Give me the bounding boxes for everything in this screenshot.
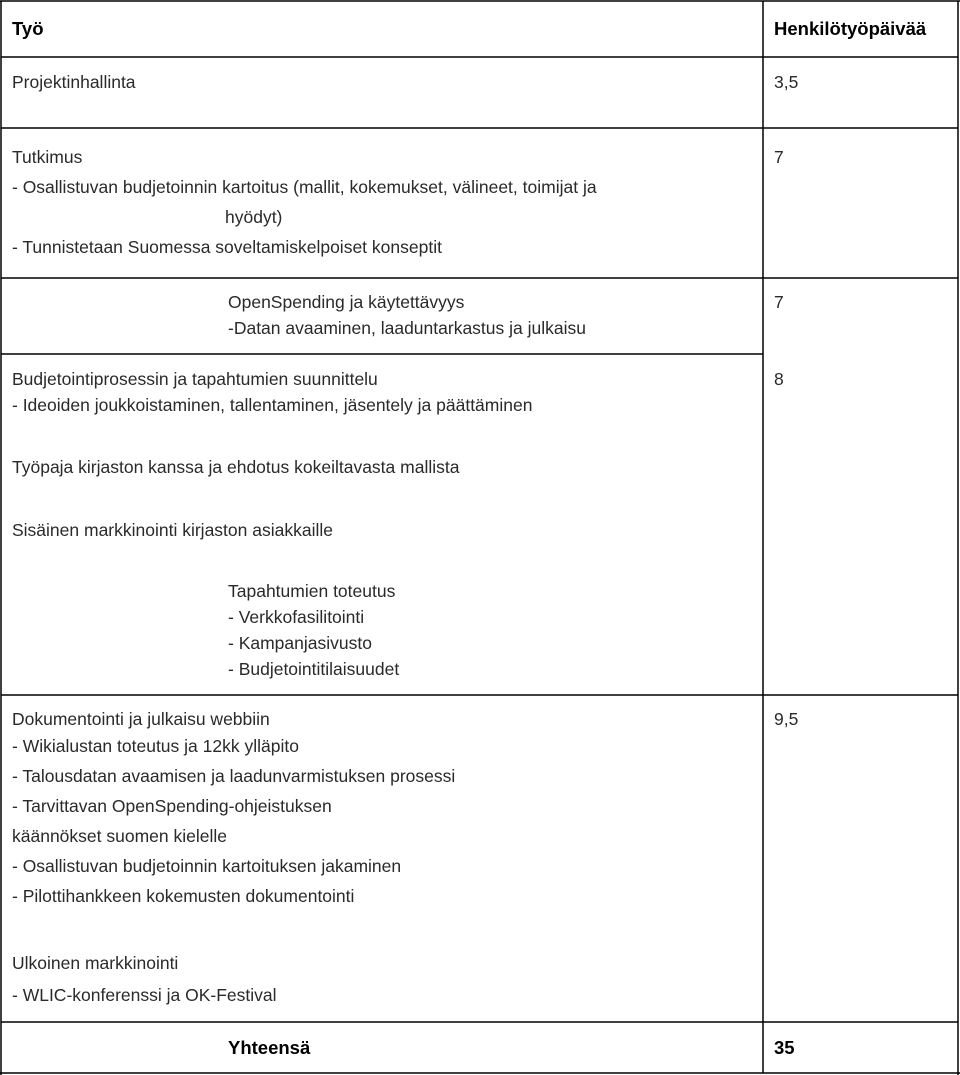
header-days: Henkilötyöpäivää [774,18,927,39]
row-external-marketing-line: - WLIC-konferenssi ja OK-Festival [12,985,277,1005]
row-research [12,144,597,260]
row-openspending-line: -Datan avaaminen, laaduntarkastus ja julkaisu [228,318,586,338]
row-events-line: - Budjetointitilaisuudet [228,659,400,679]
row-workshop-title: Työpaja kirjaston kanssa ja ehdotus kokeiltavasta mallista [12,457,460,477]
row-documentation-line: - Tarvittavan OpenSpending-ohjeistuksen [12,796,332,816]
row-documentation-line: - Wikialustan toteutus ja 12kk ylläpito [12,736,299,756]
row-openspending-title: OpenSpending ja käytettävyys [228,292,465,312]
row-events-line: - Verkkofasilitointi [228,607,365,627]
row-budgeting-line: - Ideoiden joukkoistaminen, tallentaminen, jäsentely ja päättäminen [12,395,533,415]
row-budgeting-days: 8 [774,369,784,389]
row-documentation-line: - Talousdatan avaamisen ja laadunvarmistuksen prosessi [12,766,456,786]
row-project-title: Projektinhallinta [12,72,136,92]
row-documentation-line: - Pilottihankkeen kokemusten dokumentointi [12,886,355,906]
row-documentation-days: 9,5 [774,709,799,729]
row-events [228,578,399,682]
row-project-days: 3,5 [774,72,799,92]
row-documentation [12,706,455,909]
row-openspending-days: 7 [774,292,784,312]
row-budgeting [12,366,532,418]
row-events-line: - Kampanjasivusto [228,633,372,653]
row-budgeting-title: Budjetointiprosessin ja tapahtumien suunnittelu [12,369,378,389]
header-work: Työ [12,18,44,39]
row-documentation-line: käännökset suomen kielelle [12,826,227,846]
row-research-line: - Osallistuvan budjetoinnin kartoitus (mallit, kokemukset, välineet, toimijat ja [12,177,597,197]
row-research-line: hyödyt) [225,207,283,227]
row-events-title: Tapahtumien toteutus [228,581,396,601]
row-research-days: 7 [774,147,784,167]
total-value: 35 [774,1037,795,1058]
row-internal-marketing-title: Sisäinen markkinointi kirjaston asiakkaille [12,520,333,540]
row-research-title: Tutkimus [12,147,83,167]
row-documentation-line: - Osallistuvan budjetoinnin kartoituksen jakaminen [12,856,402,876]
total-label: Yhteensä [228,1037,311,1058]
row-research-line: - Tunnistetaan Suomessa soveltamiskelpoiset konseptit [12,237,442,257]
row-documentation-title: Dokumentointi ja julkaisu webbiin [12,709,270,729]
row-external-marketing [12,950,277,1008]
row-external-marketing-title: Ulkoinen markkinointi [12,953,179,973]
row-openspending [228,289,586,341]
